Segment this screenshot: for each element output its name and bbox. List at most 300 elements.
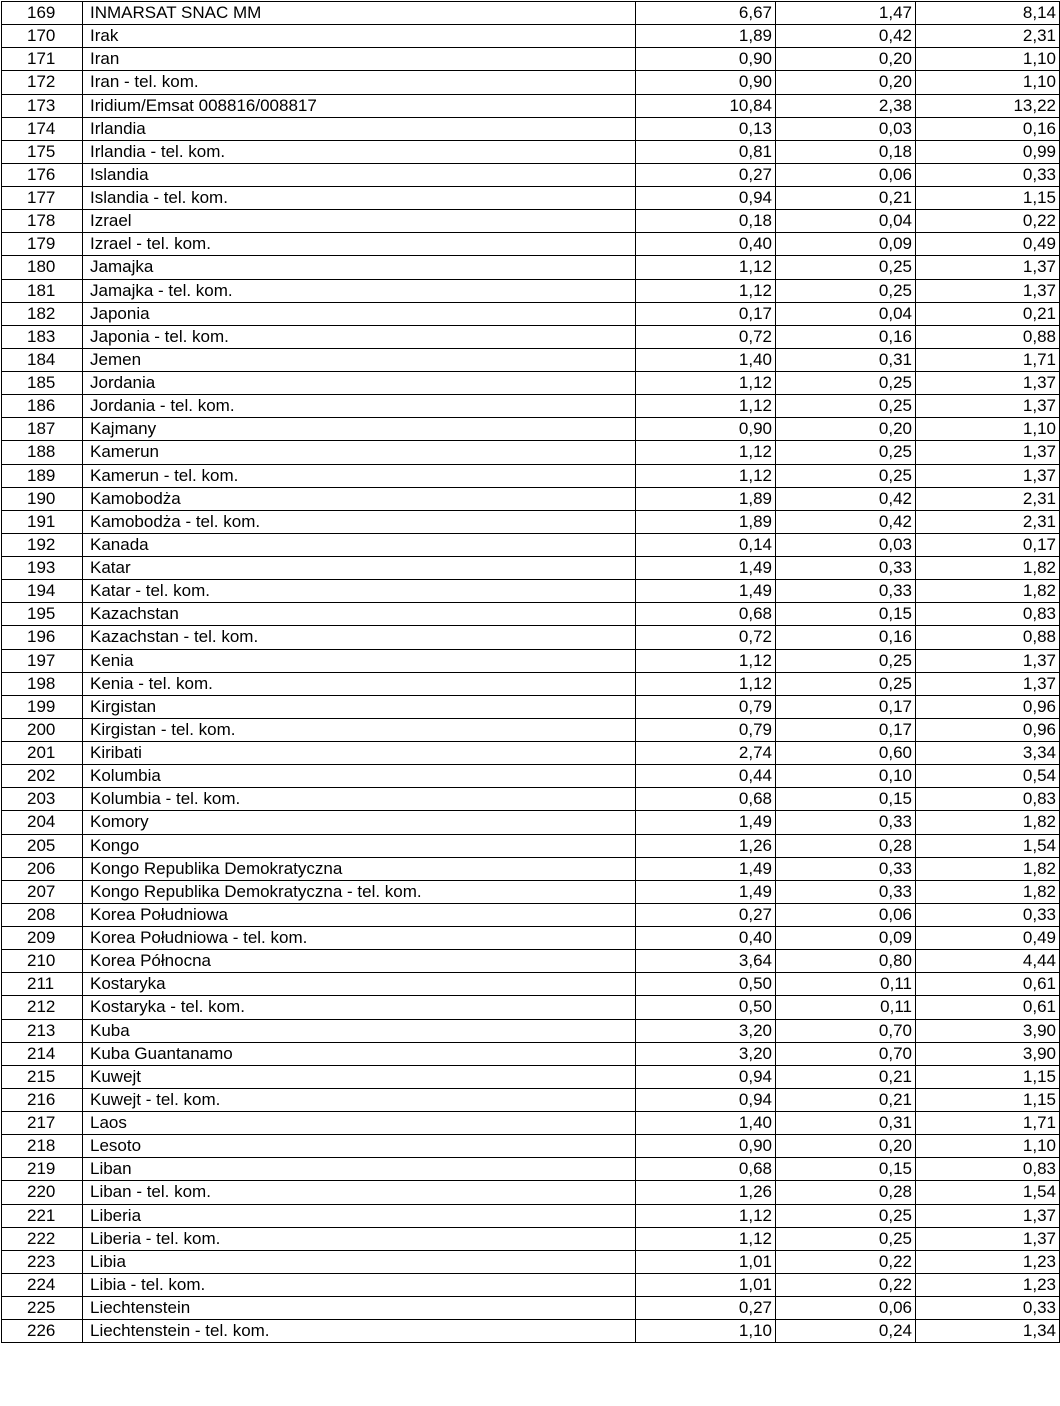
gross-price: 4,44	[916, 950, 1060, 973]
gross-price: 0,21	[916, 302, 1060, 325]
table-row	[2, 927, 1060, 950]
row-number: 219	[2, 1158, 83, 1181]
vat-amount: 0,25	[776, 256, 916, 279]
destination-name: Irlandia - tel. kom.	[83, 140, 636, 163]
table-row	[2, 94, 1060, 117]
row-number: 216	[2, 1088, 83, 1111]
gross-price: 1,54	[916, 834, 1060, 857]
table-row	[2, 441, 1060, 464]
vat-amount: 0,31	[776, 348, 916, 371]
destination-name: Katar - tel. kom.	[83, 580, 636, 603]
net-price: 0,68	[636, 788, 776, 811]
vat-amount: 0,31	[776, 1112, 916, 1135]
table-row	[2, 649, 1060, 672]
row-number: 222	[2, 1227, 83, 1250]
destination-name: Jordania	[83, 372, 636, 395]
vat-amount: 0,06	[776, 163, 916, 186]
row-number: 193	[2, 557, 83, 580]
destination-name: Japonia - tel. kom.	[83, 325, 636, 348]
table-row	[2, 626, 1060, 649]
table-row	[2, 1227, 1060, 1250]
rates-table	[1, 1, 1060, 1343]
gross-price: 1,23	[916, 1273, 1060, 1296]
net-price: 1,26	[636, 834, 776, 857]
vat-amount: 0,70	[776, 1019, 916, 1042]
vat-amount: 0,42	[776, 510, 916, 533]
gross-price: 1,37	[916, 1204, 1060, 1227]
destination-name: INMARSAT SNAC MM	[83, 2, 636, 25]
net-price: 1,12	[636, 256, 776, 279]
net-price: 3,64	[636, 950, 776, 973]
destination-name: Libia - tel. kom.	[83, 1273, 636, 1296]
vat-amount: 0,20	[776, 48, 916, 71]
gross-price: 1,10	[916, 1135, 1060, 1158]
row-number: 203	[2, 788, 83, 811]
destination-name: Kajmany	[83, 418, 636, 441]
net-price: 0,68	[636, 603, 776, 626]
vat-amount: 0,04	[776, 302, 916, 325]
destination-name: Kolumbia - tel. kom.	[83, 788, 636, 811]
table-row	[2, 1042, 1060, 1065]
table-row	[2, 1158, 1060, 1181]
net-price: 0,90	[636, 418, 776, 441]
gross-price: 1,82	[916, 857, 1060, 880]
destination-name: Liberia	[83, 1204, 636, 1227]
row-number: 207	[2, 880, 83, 903]
table-row	[2, 510, 1060, 533]
destination-name: Kostaryka	[83, 973, 636, 996]
table-row	[2, 1250, 1060, 1273]
vat-amount: 0,25	[776, 464, 916, 487]
vat-amount: 0,21	[776, 1088, 916, 1111]
vat-amount: 0,03	[776, 117, 916, 140]
row-number: 189	[2, 464, 83, 487]
table-row	[2, 950, 1060, 973]
net-price: 3,20	[636, 1019, 776, 1042]
net-price: 1,89	[636, 25, 776, 48]
destination-name: Kenia - tel. kom.	[83, 672, 636, 695]
destination-name: Kongo	[83, 834, 636, 857]
destination-name: Kolumbia	[83, 765, 636, 788]
net-price: 0,40	[636, 927, 776, 950]
rates-table-body	[2, 2, 1060, 1343]
destination-name: Islandia - tel. kom.	[83, 187, 636, 210]
gross-price: 0,54	[916, 765, 1060, 788]
gross-price: 1,71	[916, 1112, 1060, 1135]
net-price: 1,40	[636, 348, 776, 371]
gross-price: 1,37	[916, 256, 1060, 279]
table-row	[2, 487, 1060, 510]
table-row	[2, 903, 1060, 926]
net-price: 0,14	[636, 533, 776, 556]
table-row	[2, 464, 1060, 487]
row-number: 215	[2, 1065, 83, 1088]
destination-name: Kamerun - tel. kom.	[83, 464, 636, 487]
destination-name: Kamobodża - tel. kom.	[83, 510, 636, 533]
net-price: 6,67	[636, 2, 776, 25]
vat-amount: 0,25	[776, 441, 916, 464]
destination-name: Kostaryka - tel. kom.	[83, 996, 636, 1019]
destination-name: Kongo Republika Demokratyczna - tel. kom.	[83, 880, 636, 903]
table-row	[2, 163, 1060, 186]
vat-amount: 0,28	[776, 1181, 916, 1204]
destination-name: Komory	[83, 811, 636, 834]
table-row	[2, 372, 1060, 395]
table-row	[2, 1204, 1060, 1227]
gross-price: 1,15	[916, 1088, 1060, 1111]
table-row	[2, 1019, 1060, 1042]
vat-amount: 0,25	[776, 1227, 916, 1250]
table-row	[2, 880, 1060, 903]
row-number: 202	[2, 765, 83, 788]
row-number: 175	[2, 140, 83, 163]
gross-price: 0,83	[916, 788, 1060, 811]
net-price: 0,44	[636, 765, 776, 788]
row-number: 187	[2, 418, 83, 441]
row-number: 208	[2, 903, 83, 926]
net-price: 1,40	[636, 1112, 776, 1135]
table-row	[2, 996, 1060, 1019]
destination-name: Kazachstan	[83, 603, 636, 626]
row-number: 184	[2, 348, 83, 371]
net-price: 1,49	[636, 880, 776, 903]
table-row	[2, 788, 1060, 811]
table-row	[2, 71, 1060, 94]
vat-amount: 0,04	[776, 210, 916, 233]
vat-amount: 0,25	[776, 279, 916, 302]
net-price: 2,74	[636, 742, 776, 765]
net-price: 10,84	[636, 94, 776, 117]
gross-price: 2,31	[916, 487, 1060, 510]
vat-amount: 0,24	[776, 1320, 916, 1343]
gross-price: 1,71	[916, 348, 1060, 371]
table-row	[2, 140, 1060, 163]
vat-amount: 0,25	[776, 395, 916, 418]
vat-amount: 0,10	[776, 765, 916, 788]
row-number: 180	[2, 256, 83, 279]
table-row	[2, 325, 1060, 348]
table-row	[2, 256, 1060, 279]
row-number: 186	[2, 395, 83, 418]
gross-price: 0,49	[916, 927, 1060, 950]
net-price: 1,12	[636, 672, 776, 695]
net-price: 0,94	[636, 1088, 776, 1111]
table-row	[2, 973, 1060, 996]
vat-amount: 0,60	[776, 742, 916, 765]
table-row	[2, 233, 1060, 256]
net-price: 1,26	[636, 1181, 776, 1204]
gross-price: 0,17	[916, 533, 1060, 556]
vat-amount: 0,06	[776, 1297, 916, 1320]
gross-price: 0,49	[916, 233, 1060, 256]
row-number: 221	[2, 1204, 83, 1227]
vat-amount: 0,25	[776, 372, 916, 395]
gross-price: 1,37	[916, 279, 1060, 302]
row-number: 220	[2, 1181, 83, 1204]
destination-name: Liechtenstein	[83, 1297, 636, 1320]
gross-price: 13,22	[916, 94, 1060, 117]
vat-amount: 0,22	[776, 1250, 916, 1273]
net-price: 0,13	[636, 117, 776, 140]
table-row	[2, 533, 1060, 556]
row-number: 225	[2, 1297, 83, 1320]
table-row	[2, 25, 1060, 48]
table-row	[2, 765, 1060, 788]
vat-amount: 0,15	[776, 1158, 916, 1181]
net-price: 0,27	[636, 903, 776, 926]
vat-amount: 0,16	[776, 325, 916, 348]
net-price: 0,27	[636, 1297, 776, 1320]
table-row	[2, 603, 1060, 626]
net-price: 1,12	[636, 1227, 776, 1250]
gross-price: 0,96	[916, 695, 1060, 718]
row-number: 172	[2, 71, 83, 94]
row-number: 177	[2, 187, 83, 210]
destination-name: Laos	[83, 1112, 636, 1135]
vat-amount: 0,11	[776, 996, 916, 1019]
destination-name: Korea Południowa	[83, 903, 636, 926]
destination-name: Irak	[83, 25, 636, 48]
net-price: 1,12	[636, 279, 776, 302]
gross-price: 0,61	[916, 973, 1060, 996]
net-price: 0,90	[636, 48, 776, 71]
destination-name: Iridium/Emsat 008816/008817	[83, 94, 636, 117]
table-row	[2, 1135, 1060, 1158]
vat-amount: 0,42	[776, 25, 916, 48]
destination-name: Kenia	[83, 649, 636, 672]
row-number: 196	[2, 626, 83, 649]
destination-name: Liban	[83, 1158, 636, 1181]
gross-price: 0,33	[916, 1297, 1060, 1320]
gross-price: 0,88	[916, 325, 1060, 348]
destination-name: Kamerun	[83, 441, 636, 464]
gross-price: 0,33	[916, 903, 1060, 926]
vat-amount: 0,33	[776, 580, 916, 603]
net-price: 1,12	[636, 395, 776, 418]
vat-amount: 2,38	[776, 94, 916, 117]
table-row	[2, 1297, 1060, 1320]
vat-amount: 0,25	[776, 1204, 916, 1227]
gross-price: 1,10	[916, 71, 1060, 94]
net-price: 0,90	[636, 71, 776, 94]
vat-amount: 0,21	[776, 187, 916, 210]
gross-price: 1,37	[916, 441, 1060, 464]
destination-name: Izrael	[83, 210, 636, 233]
row-number: 209	[2, 927, 83, 950]
table-row	[2, 302, 1060, 325]
vat-amount: 0,42	[776, 487, 916, 510]
row-number: 205	[2, 834, 83, 857]
row-number: 176	[2, 163, 83, 186]
gross-price: 0,22	[916, 210, 1060, 233]
vat-amount: 0,33	[776, 880, 916, 903]
row-number: 218	[2, 1135, 83, 1158]
net-price: 1,49	[636, 557, 776, 580]
gross-price: 1,37	[916, 464, 1060, 487]
gross-price: 8,14	[916, 2, 1060, 25]
row-number: 204	[2, 811, 83, 834]
row-number: 191	[2, 510, 83, 533]
row-number: 226	[2, 1320, 83, 1343]
destination-name: Kirgistan - tel. kom.	[83, 718, 636, 741]
table-row	[2, 117, 1060, 140]
gross-price: 2,31	[916, 510, 1060, 533]
gross-price: 2,31	[916, 25, 1060, 48]
net-price: 1,12	[636, 372, 776, 395]
vat-amount: 0,80	[776, 950, 916, 973]
net-price: 1,12	[636, 1204, 776, 1227]
gross-price: 1,15	[916, 1065, 1060, 1088]
vat-amount: 0,22	[776, 1273, 916, 1296]
gross-price: 1,10	[916, 418, 1060, 441]
net-price: 0,72	[636, 325, 776, 348]
destination-name: Katar	[83, 557, 636, 580]
destination-name: Korea Północna	[83, 950, 636, 973]
destination-name: Jamajka	[83, 256, 636, 279]
net-price: 0,72	[636, 626, 776, 649]
vat-amount: 0,33	[776, 557, 916, 580]
row-number: 198	[2, 672, 83, 695]
net-price: 0,81	[636, 140, 776, 163]
vat-amount: 0,16	[776, 626, 916, 649]
destination-name: Kanada	[83, 533, 636, 556]
row-number: 188	[2, 441, 83, 464]
net-price: 0,79	[636, 718, 776, 741]
table-row	[2, 1065, 1060, 1088]
gross-price: 1,37	[916, 649, 1060, 672]
gross-price: 0,99	[916, 140, 1060, 163]
destination-name: Libia	[83, 1250, 636, 1273]
gross-price: 3,90	[916, 1042, 1060, 1065]
net-price: 0,90	[636, 1135, 776, 1158]
vat-amount: 0,09	[776, 927, 916, 950]
table-row	[2, 348, 1060, 371]
net-price: 1,49	[636, 857, 776, 880]
net-price: 0,50	[636, 996, 776, 1019]
gross-price: 0,96	[916, 718, 1060, 741]
gross-price: 3,34	[916, 742, 1060, 765]
table-row	[2, 1088, 1060, 1111]
destination-name: Japonia	[83, 302, 636, 325]
vat-amount: 0,20	[776, 71, 916, 94]
row-number: 173	[2, 94, 83, 117]
net-price: 1,49	[636, 580, 776, 603]
destination-name: Korea Południowa - tel. kom.	[83, 927, 636, 950]
gross-price: 0,33	[916, 163, 1060, 186]
gross-price: 0,16	[916, 117, 1060, 140]
net-price: 1,10	[636, 1320, 776, 1343]
vat-amount: 0,06	[776, 903, 916, 926]
row-number: 183	[2, 325, 83, 348]
row-number: 200	[2, 718, 83, 741]
table-row	[2, 418, 1060, 441]
destination-name: Jemen	[83, 348, 636, 371]
destination-name: Lesoto	[83, 1135, 636, 1158]
net-price: 1,01	[636, 1250, 776, 1273]
net-price: 0,17	[636, 302, 776, 325]
gross-price: 1,37	[916, 672, 1060, 695]
row-number: 199	[2, 695, 83, 718]
table-row	[2, 395, 1060, 418]
row-number: 192	[2, 533, 83, 556]
destination-name: Jamajka - tel. kom.	[83, 279, 636, 302]
destination-name: Liban - tel. kom.	[83, 1181, 636, 1204]
net-price: 0,94	[636, 1065, 776, 1088]
destination-name: Kuwejt	[83, 1065, 636, 1088]
net-price: 1,12	[636, 441, 776, 464]
row-number: 212	[2, 996, 83, 1019]
net-price: 0,40	[636, 233, 776, 256]
net-price: 0,50	[636, 973, 776, 996]
destination-name: Kazachstan - tel. kom.	[83, 626, 636, 649]
gross-price: 1,15	[916, 187, 1060, 210]
row-number: 171	[2, 48, 83, 71]
destination-name: Liechtenstein - tel. kom.	[83, 1320, 636, 1343]
gross-price: 3,90	[916, 1019, 1060, 1042]
destination-name: Kuba	[83, 1019, 636, 1042]
row-number: 181	[2, 279, 83, 302]
table-row	[2, 279, 1060, 302]
vat-amount: 0,25	[776, 672, 916, 695]
table-row	[2, 834, 1060, 857]
destination-name: Kuwejt - tel. kom.	[83, 1088, 636, 1111]
net-price: 0,68	[636, 1158, 776, 1181]
destination-name: Kongo Republika Demokratyczna	[83, 857, 636, 880]
table-row	[2, 672, 1060, 695]
table-row	[2, 695, 1060, 718]
vat-amount: 0,17	[776, 695, 916, 718]
vat-amount: 0,09	[776, 233, 916, 256]
row-number: 182	[2, 302, 83, 325]
gross-price: 0,83	[916, 1158, 1060, 1181]
vat-amount: 0,15	[776, 788, 916, 811]
net-price: 1,01	[636, 1273, 776, 1296]
row-number: 169	[2, 2, 83, 25]
destination-name: Kamobodża	[83, 487, 636, 510]
vat-amount: 0,33	[776, 811, 916, 834]
vat-amount: 0,15	[776, 603, 916, 626]
vat-amount: 0,17	[776, 718, 916, 741]
destination-name: Kuba Guantanamo	[83, 1042, 636, 1065]
gross-price: 1,82	[916, 880, 1060, 903]
row-number: 174	[2, 117, 83, 140]
row-number: 190	[2, 487, 83, 510]
net-price: 3,20	[636, 1042, 776, 1065]
net-price: 1,89	[636, 510, 776, 533]
gross-price: 1,23	[916, 1250, 1060, 1273]
net-price: 1,49	[636, 811, 776, 834]
row-number: 195	[2, 603, 83, 626]
table-row	[2, 1273, 1060, 1296]
destination-name: Irlandia	[83, 117, 636, 140]
table-row	[2, 2, 1060, 25]
row-number: 213	[2, 1019, 83, 1042]
gross-price: 1,82	[916, 811, 1060, 834]
row-number: 170	[2, 25, 83, 48]
net-price: 0,18	[636, 210, 776, 233]
vat-amount: 0,20	[776, 418, 916, 441]
vat-amount: 0,21	[776, 1065, 916, 1088]
gross-price: 1,37	[916, 395, 1060, 418]
row-number: 211	[2, 973, 83, 996]
table-row	[2, 811, 1060, 834]
gross-price: 0,88	[916, 626, 1060, 649]
vat-amount: 0,18	[776, 140, 916, 163]
table-row	[2, 580, 1060, 603]
destination-name: Kirgistan	[83, 695, 636, 718]
gross-price: 1,34	[916, 1320, 1060, 1343]
table-row	[2, 210, 1060, 233]
